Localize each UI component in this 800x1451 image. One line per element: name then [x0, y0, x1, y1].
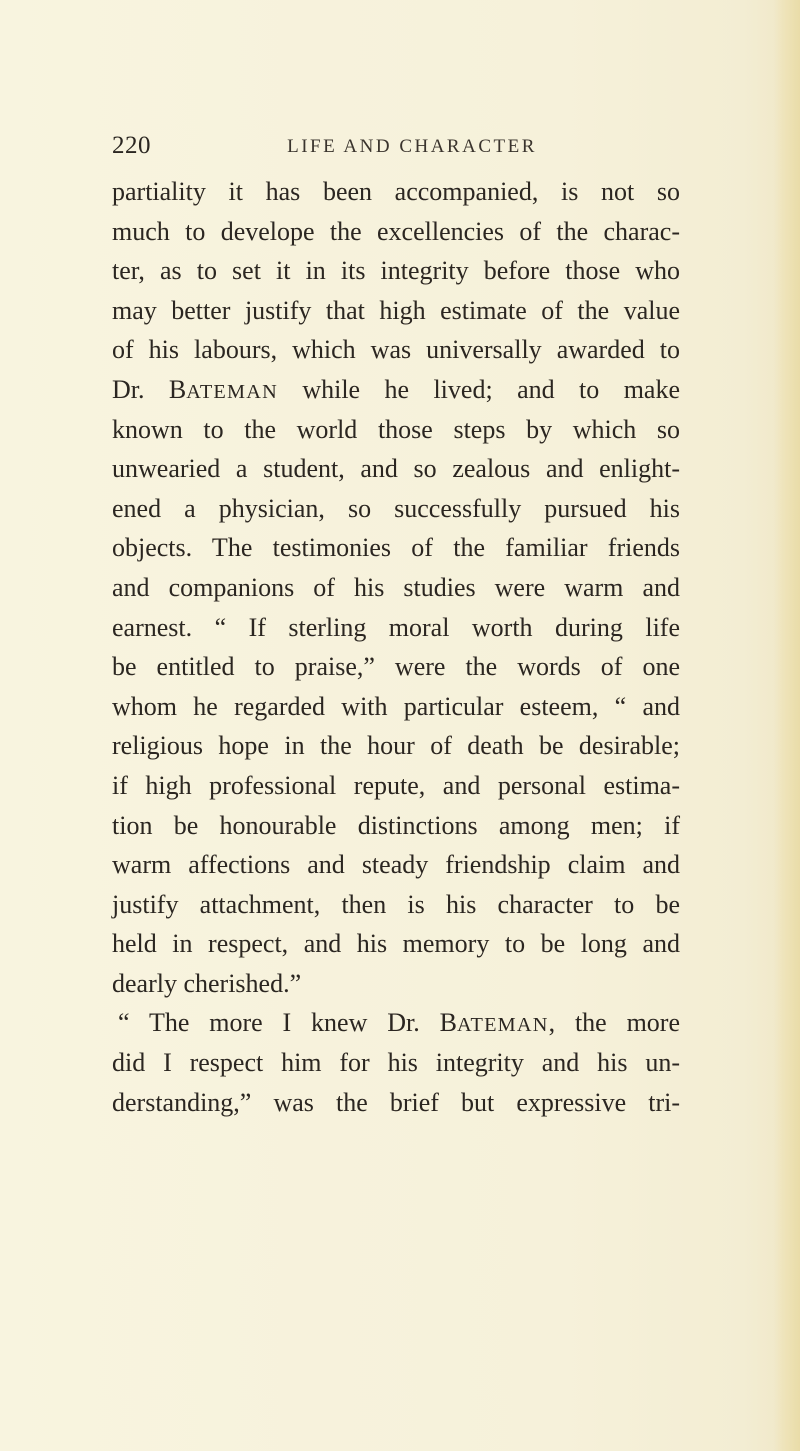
small-caps-name: ATEMAN — [186, 380, 278, 403]
page-edge-shadow — [774, 0, 800, 1451]
text-line: earnest. “ If sterling moral worth during life — [112, 612, 680, 642]
text-line: ter, as to set it in its integrity before those who — [112, 256, 680, 286]
text-line: did I respect him for his integrity and his un- — [112, 1048, 680, 1078]
text-line: if high professional repute, and personal estima- — [112, 770, 680, 800]
text-line — [112, 370, 680, 410]
running-title: LIFE AND CHARACTER — [287, 136, 537, 157]
text-line: tion be honourable distinctions among men; if — [112, 810, 680, 840]
page-number: 220 — [112, 132, 151, 159]
text-line: ened a physician, so successfully pursued his — [112, 493, 680, 523]
body-text — [112, 172, 680, 1122]
text-line: may better justify that high estimate of the value — [112, 295, 680, 325]
text-line: religious hope in the hour of death be desirable; — [112, 731, 680, 761]
text-line: known to the world those steps by which so — [112, 414, 680, 444]
text-line: of his labours, which was universally awarded to — [112, 335, 680, 365]
text-line: unwearied a student, and so zealous and enlight- — [112, 454, 680, 484]
text-line: be entitled to praise,” were the words of one — [112, 652, 680, 682]
text-line: and companions of his studies were warm and — [112, 572, 680, 602]
text-line: justify attachment, then is his character to be — [112, 889, 680, 919]
running-head — [112, 132, 712, 172]
text-line — [112, 1003, 680, 1043]
text-line: objects. The testimonies of the familiar friends — [112, 533, 680, 563]
text-fragment: “ The more I knew Dr. B — [118, 1008, 457, 1038]
small-caps-name: ATEMAN — [456, 1014, 549, 1037]
text-line: warm affections and steady friendship claim and — [112, 850, 680, 880]
text-line: partiality it has been accompanied, is not so — [112, 177, 680, 206]
text-fragment: while he lived; and to make — [277, 374, 680, 404]
text-line: dearly cherished.” — [112, 968, 302, 998]
text-line: much to develope the excellencies of the charac- — [112, 216, 680, 246]
text-line: derstanding,” was the brief but expressive tri- — [112, 1087, 680, 1117]
text-line: held in respect, and his memory to be long and — [112, 929, 680, 959]
text-line: whom he regarded with particular esteem, “ and — [112, 691, 680, 721]
text-fragment: , the more — [548, 1008, 680, 1038]
text-fragment: Dr. B — [112, 374, 187, 404]
